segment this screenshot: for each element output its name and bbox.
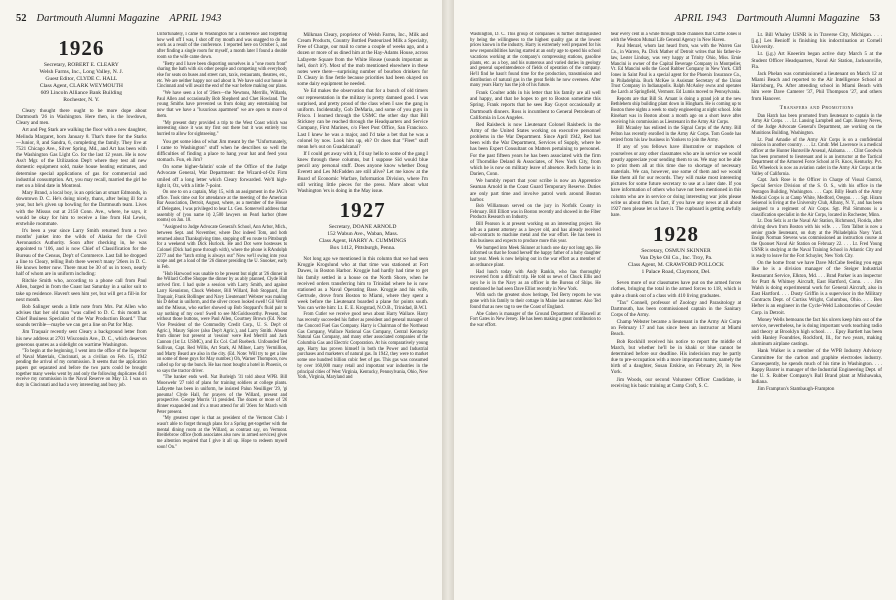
class-agent-line: Class Agent, CLARK WEYMOUTH xyxy=(39,83,123,89)
class-year-heading: 1928 xyxy=(653,222,699,247)
secretary-line: Secretary, OSMUN SKINNER xyxy=(641,248,711,255)
paragraph: Cleary thought there ought to be more dope about Dartmouth '26 in Washington. Here then, is the lowdown, Cleary and men. xyxy=(16,108,147,127)
class-agent-line: Class Agent, HARRY A. CUMMINGS xyxy=(318,238,407,245)
paragraph: hear every cent in a while through trade channels that Cliffie Jones is with the Weston Mutual Life General Agency in New Haven. xyxy=(610,32,742,43)
quoted-letter: "My present duty provided a trip to the West Coast which was interesting since it was my first out there but it was entirely too hurried to allow for sightseeing." xyxy=(156,120,288,137)
paragraph: It's been a year since Larry Smith returned from a two months' junket into the wilds of Alaska for the Civil Aeronautics Authority. Soon after checking in, he was appointed to '106, and is now Chief of Classification for the Bureau of the Census, Dep't of Commerce. Last fall he dropped a line to Cleary, telling Bob there weren't many '26ers in D. C. He knows better now. There must be 30 of us in town, nearly half of whom are in uniform including: xyxy=(16,227,147,278)
class-info xyxy=(611,248,742,276)
paragraph: Lt. Bill Whaley USNR is in Traverse City, Michigan. . . . [j.g.] Les Benioff is finishing his indoctrination at Cornell University. xyxy=(751,32,883,51)
paragraph: Frank Coulter adds in his letter that his family are all well and happy, and that he hopes to get to Boston sometime this Spring. Frank reports that he sees Ray Guyot occasionally at Dartmouth dinners. Ross is incumbent to General Petroleum of California in Los Angeles. xyxy=(470,90,601,121)
paragraph: Bob Salinger sends a little note from Mrs. Pat Allen who advises that her old man "was called to D. C. this month as Chief Business Specialist of the War Production Board." That sounds terrible—maybe we can get a line on Pat for May. xyxy=(16,303,147,329)
quoted-letter: "The banker ends well. Nat Burleigh '31 told about WPB. Bill Mooswehr '27 told of plans for training soldiers at college plants. Lafayette has been in uniform, he insisted Palun Neuilliger '29, 'gi pneuma! Clyde Hall, for prayers of the Willard, present and prospective. George Morris '11 presided. The dozen or more of '26 dinner exapanded and it's a must attend for all '26ers for March with Peter present. xyxy=(156,375,288,415)
paragraph: Jim Frampton's Stambaugh-Frampton xyxy=(757,386,835,393)
right-page xyxy=(454,0,896,600)
quoted-letter: Unfortunately, I came to Washington for a conference and forgetting how well off I was, I shot off my mouth and was snagged to do the work as a result of the conference. I reported here on October 5, and after finding a single room for myself, a month later I found a double room so the wife came down. xyxy=(156,32,288,60)
issue-date: APRIL 1943 xyxy=(674,12,727,24)
paragraph: If I could get away with it, I'd say hello to some of the gang I knew through these columns, but I suppose Sid would blue pencil any personal stuff. Does anyone know whether Doug Everett and Les McFadden are still alive? Let me know at the Board of Economic Warfare, Information Division, where I'm still writing little pieces for the press. More about what Washington 'ers is doing in the May issue. xyxy=(297,150,429,194)
left-page xyxy=(0,0,442,600)
paragraph: We bumped into Meek Skinner at lunch one day not long ago. He informed us that he found herself the happy father of a baby daughter last year. Meek is now helping out in the war effort as a member of an ordnance plant. xyxy=(470,245,601,268)
paragraph: Seven more of our classmates have put on the armed forces clothes, bringing the total in the armed forces to 118, which is quite a chunk out of a class with 410 living graduates. xyxy=(610,280,742,299)
left-page-columns xyxy=(16,32,428,590)
page-number: 52 xyxy=(16,12,27,24)
paragraph: "Tax" Connell, professor of Zoology and Parasitology at Dartmouth, has been commissioned captain in the Sanitary Corps of the Army. xyxy=(610,299,742,319)
quoted-letter: "Betty and I have been disporting ourselves in a "one room front" sharing the bath with six other people and competing with everybody else for seats on buses and street cars, taxis, restaurants, theatres, etc., etc. We are neither happy nor sad about it. We have sold our house in Cincinnati and will await the end of the war before making our plans. xyxy=(156,61,288,90)
page-number: 53 xyxy=(869,12,880,24)
class-info xyxy=(16,62,147,104)
paragraph: If any of you fellows have illustrative or mapshots of yourselves or any other classmates who are in service we would greatly appreciate your sending them to us. We may not be able to print them all at this time due to shortage of necessary materials. We can, however, use some of them and we would like them all for our records. They will make most interesting pictures for some future secretary to use at a later date. If you have information of others who have not been mentioned in this column who are in service or doing interesting war jobs please write us about them. In fact, if you have any news at all about 1927 men please let us have it. The cupboard is getting awfully bare. xyxy=(610,144,742,219)
quoted-letter: "Assigned to Judge Advocate General's School, Ann Arbor, Mich., between Sept. and November, where Doc indeed Tom, and both returned about Thanksgiving time, stopping off en route to Pittsburgh for a weekend with Dick Hurlock. He and Dot were hostesses to Colonel (Dick had gone through with), where the phone is RAndolph 2277 and the "latch string is always out" Now we'll swing into your scope and get a load of the '26 dinner presiding the U. Snooker, early in Feb. xyxy=(156,225,288,271)
paragraph: Lt. Paul Amadie of the Army Air Corps is on a confidential mission in another country. . . . Lt. Cmdr. Mel Lawrence is a medical officer at the Hunter Huntsville Arsenal, Alabama. . . . Clint Goodwin has been promoted to lieutenant and is an instructor at the Tactical Department of the Armored Force School at Ft. Knox, Kentucky. Pvt. Ed. Wheelock is now an aviation cadet in the Army Air Corps at the Valley of California. xyxy=(751,137,883,177)
paragraph: On the home front we have Dave McCabe feeding you eggs like he is a division manager of the Steiger Industrial Restaurant Service, Elkton, Md. . . . Brad Parker is an inspector for Pratt & Whitney Aircraft, East Hartford, Conn. . . . Jim Walsh is doing experimental work for General Aircraft, also in East Hartford. . . . Dusty Griffin is a supervisor in the Military Contracts Dept. of Curtiss Wright, Columbus, Ohio. . . . Ben Hefter is an engineer in the Cycle-Weld Laboratories of Cessler Corp. in Detroit. xyxy=(751,260,883,316)
paragraph: Abe Cohen is manager of the Ground Department of Haswell at Fort Gates in New Jersey. He has been making a great contribution to the war effort. xyxy=(470,311,601,328)
paragraph: Money Wells bemoans the fact his ulcers keep him out of the service, nevertheless, he is doing important work teaching radio and theory at Brooklyn high school. . . . Epsy Bartlett has been with Hanley Foundries, Rockford, Ill., for two years, making aluminum airplane castings. xyxy=(751,316,883,348)
paragraph: Champ Webster became a lieutenant in the Army Air Corps on February 17 and has since been an instructor at Miami Beach. xyxy=(610,319,742,338)
paragraph: Bill Pearson is at present working on an interesting project. He left as a patent attorney as a lawyer old, and has already received sub-contracts to machine metal and the war effort. He has been in this business and expects to produce more this year. xyxy=(470,221,601,245)
right-page-header xyxy=(470,12,880,24)
column-2 xyxy=(611,32,742,590)
paragraph: Lt. Don Selz is at the Naval Air Station, Richmond, Florida, after driving down from Boston with his wife. . . . Tom Talbot is now a senior grade lieutenant, on duty at the Philadelphia Navy Yard. Ensign Norman Stevens was commissioned an instruction course at the Quonset Naval Air Station on February 22. . . . Lt. Fred Young USNR is studying at the Naval Training School in Atlantic City and is ready to leave for the Fort Schuyler, New York City. xyxy=(751,219,883,259)
paragraph: Jim Woods, our second Volunteer Officer Candidate, is receiving his basic training at Camp Croft, S. C. xyxy=(610,376,742,389)
magazine-title: Dartmouth Alumni Magazine xyxy=(736,12,860,24)
page-gutter xyxy=(442,0,454,600)
column-3 xyxy=(751,32,882,590)
secretary-address: Welsh Farms, Inc., Long Valley, N. J. xyxy=(39,69,124,75)
paragraph: On some higher-falutin' scale of the Office of the Judge Advocate General, War Department: the Wizard-of-Oz Firm smiled off a long letter which Cleary forwarded. We'll high-light it, Oz, with a little 7-point. xyxy=(156,164,288,189)
secretary-line: Secretary, DOANE ARNOLD xyxy=(328,224,397,231)
agent-address-line: Box 1412, Pittsburgh, Penna. xyxy=(329,245,396,252)
paragraph: Bob Williamson served on the jury in Norfolk County in February. Bill Elliott was in Boston recently and showed in the Fiber Products Research on Industry. xyxy=(470,203,601,221)
paragraph: Had lunch today with Andy Rankin, who has thoroughly recovered from a difficult trip. He told us news of Chuck Ellis and says he is in the Navy as an officer in the Bureau of Ships. He mentioned he had seen Dave Elliot recently in New York. xyxy=(470,269,601,292)
paragraph: Jack Phelan was commissioned a lieutenant on March 12 at Miami Beach and reported to the Air Intelligence School at Harrisburg, Pa. After attending school in Miami Beach with him were Dave Camerer '37, Phil Thompson '27, and others from Hanover. xyxy=(751,70,883,102)
column-1 xyxy=(470,32,601,590)
paragraph: Mary Brand, a local boy, is an optician at smart Edmonds, in downtown D. C. He's doing nicely, thanx, after being ill for a year, but he's given up bowling for the Dartmouth team. Lives with the Missus out at 2150 Conn. Ave., where, he says, it would be okay for him to receive a line from Hal Lewis, erstwhile roommate. xyxy=(16,190,147,227)
issue-date: APRIL 1943 xyxy=(169,12,222,24)
agent-address-line: Rochester, N. Y. xyxy=(63,97,100,103)
paragraph: You get some idea of what Jim meant by the "Unfortunately, I came to Washington" stuff when he describes so well the difficulties of finding a place to hang your hat and feed your stomach. Fun, eh Jim? xyxy=(156,138,288,164)
quoted-letter: "We have seen a lot of '26ers—the Newtons, Merrills, Willards, Paul Allen and occasionally Bob Shepherd and Chet Howland. The young Smiths have prevented us from doing any entertaining but now that we have a "luxurious apartment" we are open to more of them. xyxy=(156,91,288,119)
paragraph: Red Raisbeck is now Lieutenant Colonel Raisbeck in the Army of the United States working on executive personnel problems in the War Department. Since April 1942, Red has been with the War Department, Services of Supply, where he has been Expert Consultant on Matters pertaining to personnel. For the past fifteen years he has been associated with the firm of Thorndike Deland & Associates, of New York City, from which he is now on military leave of absence. Red's home is in Darien, Conn. xyxy=(470,121,601,178)
secretary-address: 152 Wabun Ave., Waban, Mass. xyxy=(327,231,399,238)
paragraph: Dan Hatch has been promoted from lieutenant to captain in the Army Air Corps. . . . Lt. Lansing Lampbell and Capt. Barney Neves, of the Judge Advocate General's Department, are working on the Munitions Building, Washington. xyxy=(751,113,883,136)
quoted-letter: "My greatest raper is that as president of the Vermont Club I wasn't able to forget through plans for a Spring get-together with the mental dining room at the Willard, as contrast say, on Vermont. Breitlebrow office (both associates also now in armed services) gives me altention required that I give it all up. Hope to redeem myself soon! On." xyxy=(156,416,288,450)
paragraph: Bob Rockhill received his notice to report the middle of March, but whether he'll be in khaki or blue cannot be determined before our deadline. His indecision may be partly due to pre-occupation with a more important matter, namely the birth of a daughter, Susan Erskine, on February 28, in New York. xyxy=(610,338,742,376)
column-3 xyxy=(297,32,428,590)
section-heading: Transfers and Promotions xyxy=(779,104,854,111)
paragraph: Hank Walker is a member of the WPB Industry Advisory Committee for the carbon and graphite electrodes industry. Consequently, he spends much of his time in Washington. . . . Rappy Baxter is manager of the Industrial Engineering Dept. of the U. S. Rubber Company's Ball Brand plant at Mishawaka, Indiana. xyxy=(751,348,883,386)
left-page-header xyxy=(16,12,426,24)
paragraph: Art and Peg Stark are walking the floor with a new daughter, Melinda Margaret, born January 8. That's three for the Starks —Junior, 8, and Sandra, 6, completing the family. They live at 7521 Chicago Ave., Silver Spring, Md., and Art has been with the Washington Gas Light Co. for the last 12 years. He is now Ass't Mgr. of the Utilization Dep't where they test all new domestic equipment sold, make house heating estimates, and determine special applications of gas for commercial and industrial consumption. Art, you may recall, married the girl he met on a blind date in Montreal. xyxy=(16,127,147,189)
paragraph: Lt. (j.g.) Art Kneerim began active duty March 5 at the Student Officer Headquarters, Naval Air Station, Jacksonville, Fla. xyxy=(751,51,883,70)
class-year-heading: 1927 xyxy=(339,198,386,223)
quoted-letter: "Hub Harwood was unable to be present but night at '26 dinner in the Willard Coffee Shoppe the dinner by as ably planned, Clyde Hall arrived first. I had quite a session with Larry Smith, and against Larry Kenniston, Chuck Webster, Bill Willard, Bob Stoppard, Jim Traquair, Frank Bollinger and Navy Lieutenant! Webster was making his D debut in uniform, and the silver crown looked swell! Gil Verrill and the Missus, who earlier showed up Bob Stoppard's fluid pair to say nothing of my own! Swell to see McGoldsworthy. Present, but without those buttons, were Paul Allen, Courtney Brown (Ed. Note: Vice President of the Commodity Credit Corp., U. S. Dep't of Agric.), Maury Spicer (also Dep't Agric.), and Larry Smith. Absent from dinner but present at 'cession' were Red Merrill and Jack Cannon (1st Lt. USMC), and Ex Col. Carl Ruebeck. Unfounded Ted Sullivan, Capt. Red Willis, Art Stark, Al Milner, Larry Vermillion, and Marty Beard are also in the city. (Ed. Note: Will try to get a line on some of these guys for May number.) Oh, Warner Thompson, now called up for up the bunch. He has most bought a hotel in Phoenix, or so says the tractor driver. xyxy=(156,271,288,374)
class-agent-line: Class Agent, M. CRAWFORD POLLOCK xyxy=(628,262,724,269)
paragraph: Bill Mcauley has enlisted in the Signal Corps of the Army. Bill Pelton has recently enrolled in the Army Air Corps. Tom Goode has retired from his law business in Yonkers to join the Army. xyxy=(610,126,742,143)
paragraph: From Cutler we receive good news about Harry Wallace. Harry has recently succeeded his father as president and general manager of the Concord Fuel Gas Company. Harry is Chairman of the Northeast Gas Company, Wallace National Gas Company, Central Kentucky Natural Gas Company, and many other associated companies of the Columbia Gas and Electric Corporation. At his comparatively young age, Harry has proven himself in both the Power and Industrial purchases and marketers of natural gas. In 1942, they were to market some one hundred billion cubic feet of gas. This gas was consumed by over 160,000 many retail and important war industries in the principal cities of West Virginia, Kentucky, Pennsylvania, Ohio, New York, Virginia, Maryland and xyxy=(297,312,429,381)
secretary-line: Secretary, ROBERT E. CLEARY xyxy=(43,62,119,68)
agent-address-line: 1 Palace Road, Claymont, Del. xyxy=(641,269,711,276)
paragraph: Ye Ed makes the observation that for a bunch of old timers our representation in the military is pretty damned good. I was surprised, and pretty proud of the class when I saw the gang in uniform. Incidentally, Gob DeMaria, and some of you guys in Frisco. I learned through the USMC the other day that Bill Stickney can be reached through the Headquarters and Service Company, First Marines, c/o Fleet Post Office, San Francisco. Last I knew he was a major, and I'd take a bet that he was a colonel by now. Look him up, eh? Or does that "Fleet" stuff mean he's out on Guadalcanal? xyxy=(297,88,429,150)
paragraph: Capt. Jack Rose is the Officer in Charge of Visual Control, Special Service Division of the S. O. S., with his office in the Pentagon Building, Washington. . . . Capt. Billy Heath of the Army Medical Corps is at Camp White, Medford, Oregon. . . . Sgt. Hiram Seisenol is living at the University Club, Albany, N. Y., and has been assigned to a regiment of Air Corps. Sgt. Phil Simmons is a classification specialist in the Air Corps, located in Rochester, Minn. xyxy=(751,178,883,218)
paragraph: Ritchie Smith who, according to a phone call from Paul Allen, barged in from the Coast last Saturday in a sailor suit to take up residence. Haven't seen him yet, but will get a fill-in for next month. xyxy=(16,278,147,303)
class-info xyxy=(297,224,428,252)
column-2 xyxy=(157,32,288,590)
quoted-letter: "To begin at the beginning, I went into the office of the Inspector of Naval Materials, Cincinnati, as a civilian on Feb. 15, 1942 pending the arrival of my commission. It seems that the application papers got separated and before the two parts could be brought together many weeks went by and only the following duplicates did I receive my commission in the Naval Reserve on May 13. I was on duty in Cincinnati and had a very interesting and busy job. xyxy=(16,348,147,389)
paragraph: Reports are that Bill St. Amant is doing a grand job at the new Bethlehem ship building plant down in Hingham. He is coming up to Boston three nights a week to study engineering at night school. John Rinehart was in Boston about a month ago on a short leave after receiving his commission as Lieutenant in the Army Air Corps. xyxy=(610,96,742,125)
secretary-address: Van Dyke Oil Co., Inc. Troy, Pa. xyxy=(639,255,713,262)
quoted-letter: On one to on a captain, May 15, with an assignment in the JAG's office. Took time out for attendance at the meeting of the American Bar Association, Detroit, August, where, as a member of the House of Delegates, I was privileged to hear Lt. Gen. Somervell address that assembly of (you name it) 2,500 lawyers on Pearl harbor (three rooms) on Jan. 18. xyxy=(156,189,288,224)
paragraph: Not long ago we mentioned in this column that we had seen Kroggie Krogslund who at that time was stationed at Fort Dawes, in Boston Harbor. Kroggie had hardly had time to get his family settled in a house on the North Shore, when he received orders transferring him to Trinidad where he is now stationed as a Naval Operating Base. Kroggie and his wife, Gertrude, drove from Boston to Miami, where they spent a week before the Lieutenant boarded a plane for points south. You can write him: Lt. E. E. Krogstad, N.O.B., Trinidad, B.W.I. xyxy=(297,256,429,312)
guest-editor-line: Guest Editor, CLYDE C. HALL xyxy=(45,76,118,82)
paragraph: Jim Traquair recently sent Cleary a background letter from his new address at 2701 Wisconsin Ave., D. C., which deserves generous quotes as a sidelight on wartime Washington. xyxy=(16,329,147,348)
magazine-title: Dartmouth Alumni Magazine xyxy=(36,12,160,24)
agent-address-line: 609 Lincoln Alliance Bank Building xyxy=(40,90,123,96)
paragraph: With such the greatest show heritage, Ted Berry reports he was gone with his family to their cottage in Maine last summer. Also Ted found that as new tag to see the Coast of England. xyxy=(470,293,601,310)
paragraph: Washington, D. C. This group of companies is further distinguished by being the willingness to the highest quality gas at the lowest prices known in the industry. Harry is extremely well prepared for his new responsibilities having started at an early age to spend his school vacations working at the company's compressing stations, gasoline plants, etc. as a boy, and his numerous and varied duties in geology and general superintendence of fields of operation of the company. He'll find he hasn't found time for the production, transmission and distribution of natural gas in the great fields he now oversees. After many years Harry has the job of his future. xyxy=(470,32,601,89)
paragraph: Paul Menzel, whom last heard from, was with the Warren Gas Co., in Warren, Pa. Dick Mather of Detroit writes that his father-in-law, Lester Lindsay, was very happy at Trinity Ohio, Miss. Ernie Mancini is owner of the Capital Beverage Company in Montpelier, Vt. Ed Mancini sells the Good Rubber Company in New York. Cliff Jones in Saint Paul is a special agent for the Phoenix Insurance Co., in Philadelphia. Buck McKee is Assistant Secretary of the Union Trust Company in Indianapolis. Ralph McAuley owns and operates the Larch at Springfield, Vermont. Ed Lumis moved to Pennsylvania. xyxy=(610,44,742,96)
class-year-heading: 1926 xyxy=(58,36,105,60)
paragraph: Milkman Cleary, proprietor of Welsh Farms, Inc., Milk and Cream Products, Country Bottled Pasteurized Milk a Specialty, Free of Charge, our mail to come a couple of weeks ago, and a dozen or more of us dined him at the Hay-Adams House, across Lafayette Square from the White House (sounds important as hell, don't it?). Most of the mob mentioned elsewhere in these notes were there—surprising number of bourbon drinkers for D. Cleary in fine fettle because priorities had been okayed on some dairy equipment he needed. xyxy=(297,32,429,88)
right-page-columns xyxy=(470,32,882,590)
paragraph: We humbly report that your scribe is now an Apprentice Seaman Arnold in the Coast Guard Temporary Reserve. Duties are only part time and involve patrol work around Boston harbor. xyxy=(470,178,601,203)
column-1 xyxy=(16,32,147,590)
